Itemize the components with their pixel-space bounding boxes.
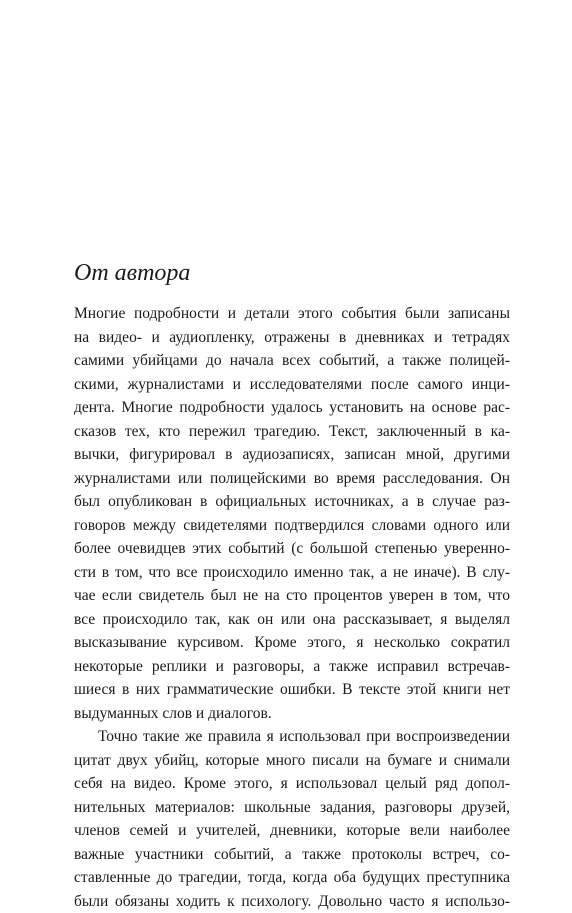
paragraph-1 bbox=[74, 302, 510, 725]
text-line: Точно такие же правила я использовал при воспроизведении bbox=[74, 725, 510, 749]
text-line: на видео- и аудиопленку, отражены в дневниках и тетрадях bbox=[74, 326, 510, 350]
text-line: членов семей и учителей, дневники, которые вели наиболее bbox=[74, 819, 510, 843]
text-line: говоров между свидетелями подтвердился словами одного или bbox=[74, 514, 510, 538]
text-line: ставленные до трагедии, тогда, когда оба будущих преступника bbox=[74, 866, 510, 890]
text-line: выдуманных слов и диалогов. bbox=[74, 702, 510, 726]
text-line: самими убийцами до начала всех событий, а также полицей- bbox=[74, 349, 510, 373]
text-line: были обязаны ходить к психологу. Довольно часто я использо- bbox=[74, 890, 510, 913]
text-line: цитат двух убийц, которые много писали на бумаге и снимали bbox=[74, 749, 510, 773]
text-line: сказов тех, кто пережил трагедию. Текст, заключенный в ка- bbox=[74, 420, 510, 444]
text-line: высказывание курсивом. Кроме этого, я несколько сократил bbox=[74, 631, 510, 655]
section-heading: От автора bbox=[74, 259, 190, 287]
paragraph-2 bbox=[74, 725, 510, 913]
text-line: важные участники событий, а также протоколы встреч, со- bbox=[74, 843, 510, 867]
text-line: Многие подробности и детали этого события были записаны bbox=[74, 302, 510, 326]
text-line: более очевидцев этих событий (с большой степенью уверенно- bbox=[74, 537, 510, 561]
text-line: был опубликован в официальных источниках, а в случае раз- bbox=[74, 490, 510, 514]
text-line: сти в том, что все происходило именно так, а не иначе). В слу- bbox=[74, 561, 510, 585]
text-line: нительных материалов: школьные задания, разговоры друзей, bbox=[74, 796, 510, 820]
text-line: дента. Многие подробности удалось установить на основе рас- bbox=[74, 396, 510, 420]
body-text bbox=[74, 302, 510, 913]
text-line: себя на видео. Кроме этого, я использовал целый ряд допол- bbox=[74, 772, 510, 796]
text-line: все происходило так, как он или она рассказывает, я выделял bbox=[74, 608, 510, 632]
text-line: скими, журналистами и исследователями после самого инци- bbox=[74, 373, 510, 397]
text-line: вычки, фигурировал в аудиозаписях, записан мной, другими bbox=[74, 443, 510, 467]
text-line: чае если свидетель был не на сто процентов уверен в том, что bbox=[74, 584, 510, 608]
text-line: шиеся в них грамматические ошибки. В тексте этой книги нет bbox=[74, 678, 510, 702]
text-line: некоторые реплики и разговоры, а также исправил встречав- bbox=[74, 655, 510, 679]
text-line: журналистами или полицейскими во время расследования. Он bbox=[74, 467, 510, 491]
